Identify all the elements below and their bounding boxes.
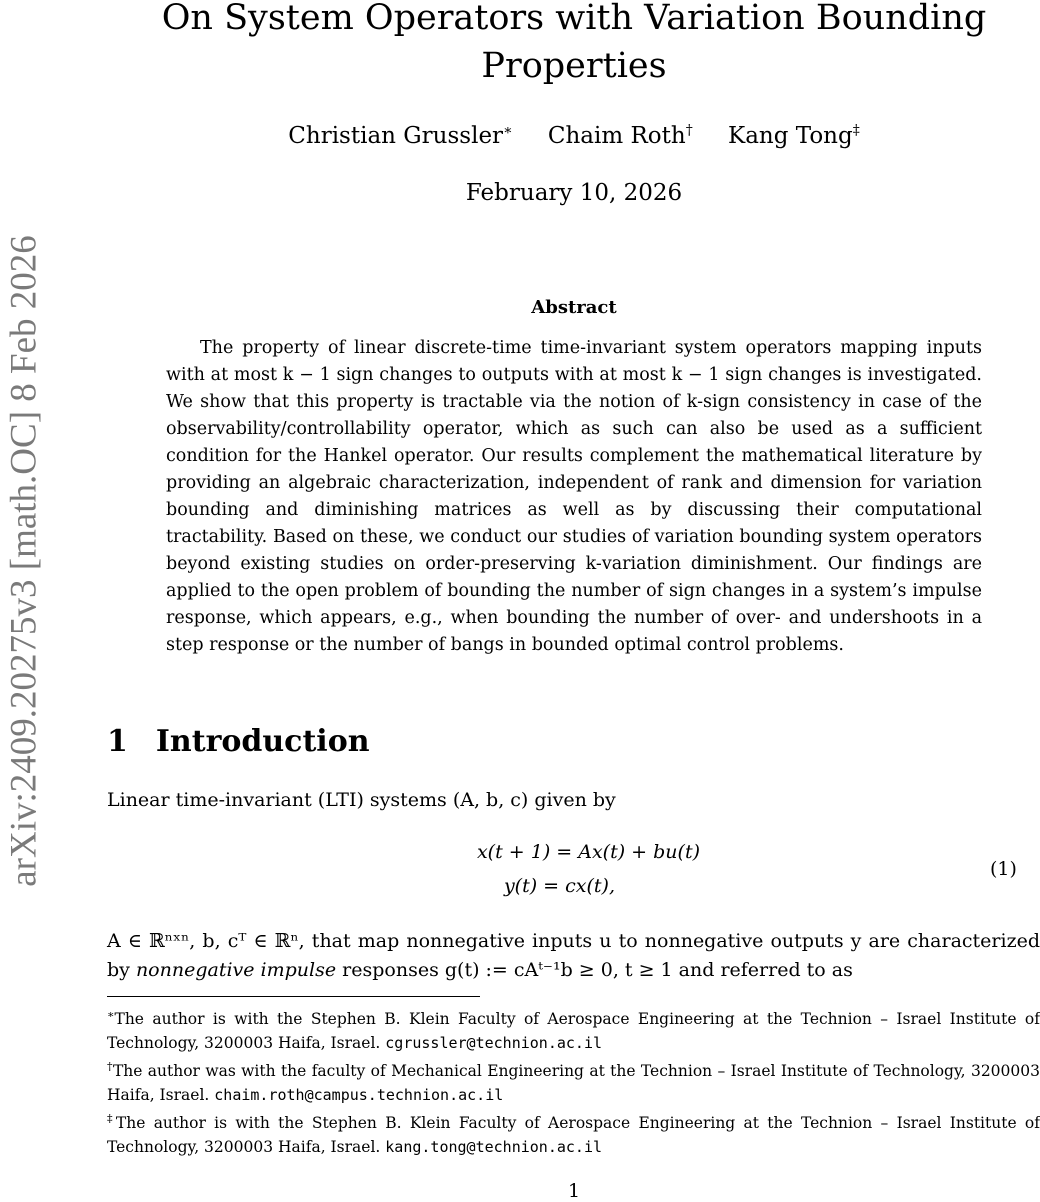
- page-number: 1: [567, 1180, 581, 1202]
- author-footnote-mark[interactable]: ‡: [852, 122, 860, 138]
- author-name: Chaim Roth: [547, 122, 686, 149]
- equation-line-1: x(t + 1) = Ax(t) + bu(t): [476, 841, 700, 863]
- equation-number: (1): [990, 858, 1017, 880]
- author-footnote-mark[interactable]: ∗: [503, 122, 513, 138]
- intro-sentence: Linear time-invariant (LTI) systems (A, b, c) given by: [107, 789, 616, 811]
- section-title: Introduction: [155, 724, 370, 759]
- footnote-email-link[interactable]: cgrussler@technion.ac.il: [385, 1034, 603, 1053]
- equation-line-2: y(t) = cx(t),: [503, 875, 615, 897]
- title-line-2: Properties: [481, 46, 667, 86]
- publication-date: February 10, 2026: [465, 180, 683, 206]
- author-footnote-mark[interactable]: †: [685, 122, 693, 138]
- arxiv-identifier-stamp: [0, 0, 48, 1200]
- footnote-3: [107, 1107, 1040, 1159]
- author-3: [728, 123, 860, 149]
- section-heading: [107, 724, 370, 759]
- author-1: [288, 123, 512, 149]
- footnotes: [107, 1003, 1040, 1159]
- body-emphasis: nonnegative impulse: [135, 959, 337, 981]
- footnote-text: The author is with the Stephen B. Klein Faculty of Aerospace Engineering at the Technion – Israel Institute of Technology, 3200003 Haifa, Israel.: [107, 1010, 1040, 1053]
- author-name: Kang Tong: [728, 122, 853, 149]
- title-line-1: On System Operators with Variation Bounding: [161, 0, 987, 38]
- footnote-text: The author was with the faculty of Mechanical Engineering at the Technion – Israel Institute of Technology, 3200003 Haifa, Israel.: [107, 1062, 1040, 1105]
- body-text-part-2: responses g(t) := cAᵗ⁻¹b ≥ 0, t ≥ 1 and referred to as: [336, 959, 853, 981]
- author-2: [548, 123, 693, 149]
- footnote-email-link[interactable]: kang.tong@technion.ac.il: [385, 1138, 603, 1157]
- arxiv-stamp-text: arXiv:2409.20275v3 [math.OC] 8 Feb 2026: [3, 235, 45, 887]
- footnote-email-link[interactable]: chaim.roth@campus.technion.ac.il: [214, 1086, 504, 1105]
- footnote-text: The author is with the Stephen B. Klein Faculty of Aerospace Engineering at the Technion – Israel Institute of Technology, 3200003 Haifa, Israel.: [107, 1114, 1040, 1157]
- author-list: [100, 122, 1040, 149]
- footnote-mark: †: [107, 1060, 113, 1074]
- footnote-mark: ∗: [107, 1008, 115, 1021]
- body-paragraph: [107, 927, 1040, 985]
- footnote-1: [107, 1003, 1040, 1055]
- author-name: Christian Grussler: [288, 122, 504, 149]
- section-number: 1: [107, 724, 128, 759]
- abstract-heading: Abstract: [531, 297, 617, 318]
- paper-title: [100, 0, 1040, 90]
- abstract-text: The property of linear discrete-time time-invariant system operators mapping inputs with at most k − 1 sign changes to outputs with at most k − 1 sign changes is investigated. We show that this property is tractable via the notion of k-sign consistency in case of the observability/controllability operator, which as such can also be used as a sufficient condition for the Hankel operator. Our results complement the mathematical literature by providing an algebraic characterization, independent of rank and dimension for variation bounding and diminishing matrices as well as by discussing their computational tractability. Based on these, we conduct our studies of variation bounding system operators beyond existing studies on order-preserving k-variation diminishment. Our findings are applied to the open problem of bounding the number of sign changes in a system’s impulse response, which appears, e.g., when bounding the number of over- and undershoots in a step response or the number of bangs in bounded optimal control problems.: [166, 338, 982, 655]
- footnote-mark: ‡: [107, 1112, 116, 1126]
- footnote-divider: [107, 996, 480, 997]
- body-text-part-1: A ∈ ℝⁿˣⁿ, b, cᵀ ∈ ℝⁿ, that map nonnegative inputs u to nonnegative outputs y are characterized by: [107, 930, 1040, 981]
- footnote-2: [107, 1055, 1040, 1107]
